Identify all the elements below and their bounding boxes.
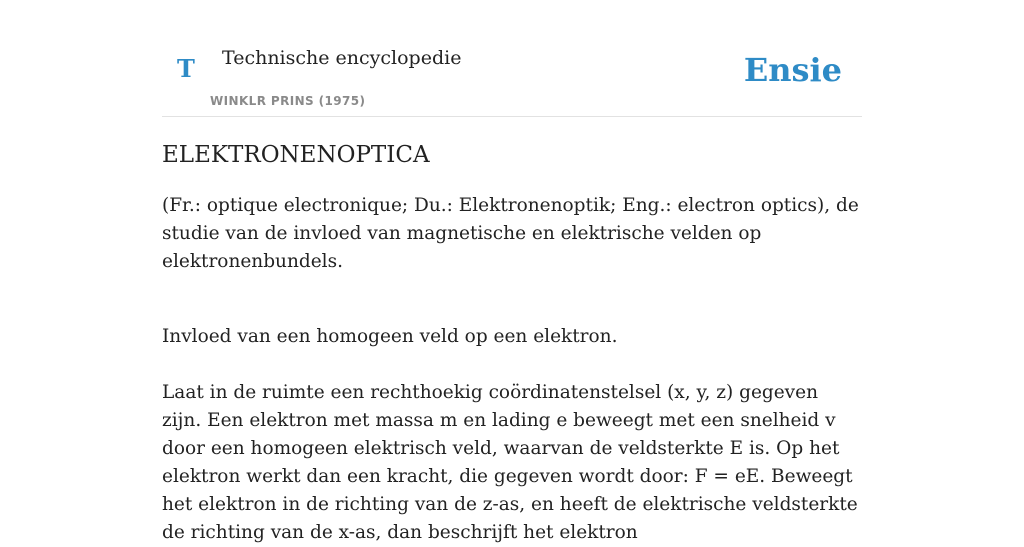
article-intro: (Fr.: optique electronique; Du.: Elektronenoptik; Eng.: electron optics), de studie van de invloed van magnetische en elektrische velden op elektronenbundels. xyxy=(162,195,859,272)
article-page xyxy=(162,0,862,543)
encyclopedia-title-link[interactable]: Technische encyclopedie xyxy=(222,47,462,69)
section-heading: Invloed van een homogeen veld op een elektron. xyxy=(162,326,618,347)
encyclopedia-logo-icon[interactable]: T xyxy=(177,54,195,83)
article-title: ELEKTRONENOPTICA xyxy=(162,142,430,168)
article-body-paragraph: Laat in de ruimte een rechthoekig coördinatenstelsel (x, y, z) gegeven zijn. Een elektron met massa m en lading e beweegt met een snelheid v door een homogeen elektrisch veld, waarvan de veldsterkte E is. Op het elektron werkt dan een kracht, die gegeven wordt door: F = eE. Beweegt het elektron in de richting van de z-as, en heeft de elektrische veldsterkte de richting van de x-as, dan beschrijft het elektron xyxy=(162,382,858,543)
encyclopedia-header xyxy=(162,0,862,117)
source-label: WINKLR PRINS (1975) xyxy=(210,94,366,108)
ensie-brand-logo[interactable]: Ensie xyxy=(743,51,842,89)
